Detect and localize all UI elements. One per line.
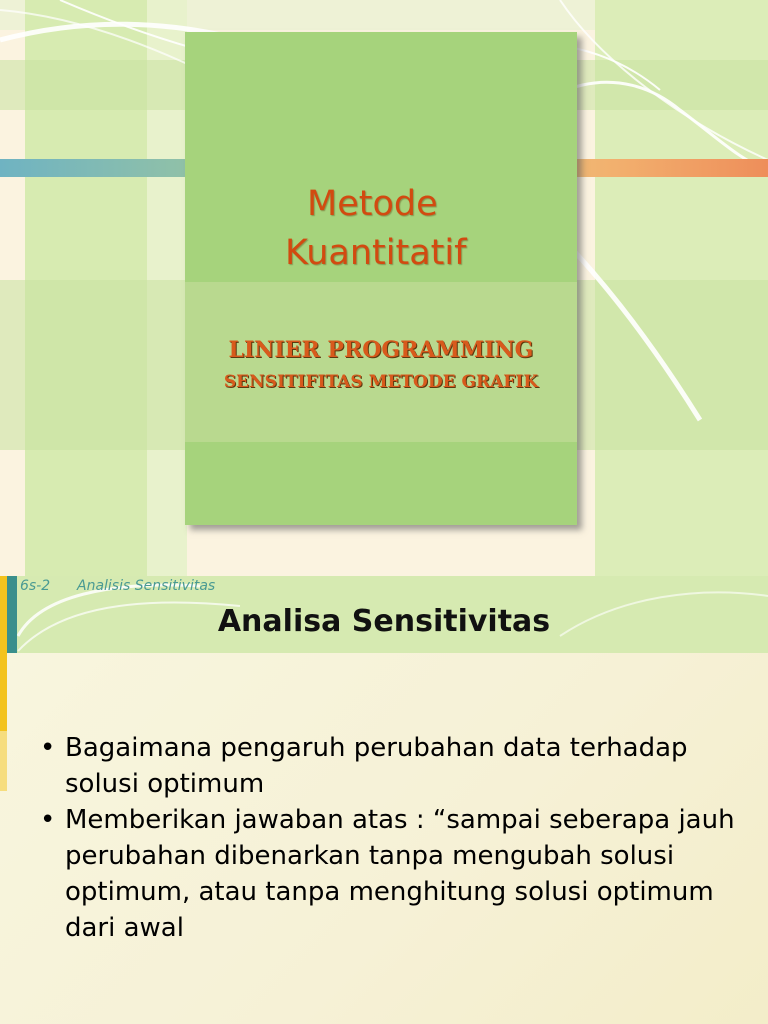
bullet-text: Bagaimana pengaruh perubahan data terhadap solusi optimum xyxy=(65,733,688,799)
bullet-icon: • xyxy=(40,805,56,835)
slide-number: 6s-2 xyxy=(20,578,51,594)
content-slide xyxy=(0,576,768,1024)
slide-subtitle-line2: SENSITIFITAS METODE GRAFIK xyxy=(223,372,539,392)
bullet-list xyxy=(40,730,740,946)
bullet-text: Memberikan jawaban atas : “sampai seberapa jauh perubahan dibenarkan tanpa mengubah solusi optimum, atau tanpa menghitung solusi optimum dari awal xyxy=(65,805,735,943)
accent-bar xyxy=(0,576,7,731)
bullet-item xyxy=(40,730,740,802)
slide-title-line2: Kuantitatif xyxy=(285,233,467,273)
bullet-icon: • xyxy=(40,733,56,763)
accent-bar xyxy=(0,731,7,791)
bullet-item xyxy=(40,802,740,946)
slide-title: Analisa Sensitivitas xyxy=(217,604,551,639)
slide-title-line1: Metode xyxy=(307,184,438,224)
slide-subtitle-line1: LINIER PROGRAMMING xyxy=(228,337,534,363)
slide-topic: Analisis Sensitivitas xyxy=(77,578,216,594)
title-box xyxy=(185,32,577,525)
